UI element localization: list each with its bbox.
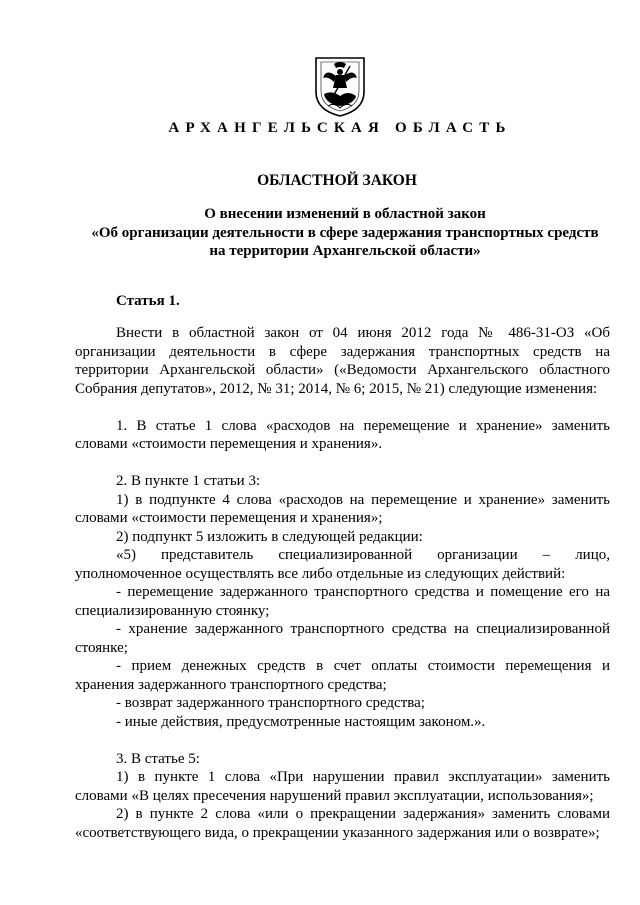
article-intro: Внести в областной закон от 04 июня 2012 года № 486-31-ОЗ «Об организации деятельности в сфере задержания транспортных средств на территории Архангельской области» («Ведомости Архангельского областного Собрания депутатов», 2012, № 31; 2014, № 6; 2015, № 21) следующие изменения: [75, 325, 610, 397]
item-1: 1. В статье 1 слова «расходов на перемещение и хранение» заменить словами «стоимости перемещения и хранения». [75, 417, 610, 452]
article-heading: Статья 1. [116, 293, 180, 309]
law-title [80, 205, 610, 261]
law-title-line: на территории Архангельской области» [209, 243, 481, 259]
item-2-quote-intro: «5) представитель специализированной организации – лицо, уполномоченное осуществлять все либо отдельные из следующих действий: [75, 547, 610, 582]
law-title-line: «Об организации деятельности в сфере задержания транспортных средств [91, 224, 599, 241]
law-type-heading: ОБЛАСТНОЙ ЗАКОН [257, 172, 417, 189]
law-title-line: О внесении изменений в областной закон [204, 206, 486, 222]
action-item: - перемещение задержанного транспортного средства и помещение его на специализированную стоянку; [75, 584, 610, 619]
action-item: - иные действия, предусмотренные настоящим законом.». [116, 713, 486, 730]
action-item: - возврат задержанного транспортного средства; [116, 695, 425, 711]
item-2-sub-2: 2) подпункт 5 изложить в следующей редакции: [116, 528, 423, 545]
item-2-heading: 2. В пункте 1 статьи 3: [116, 473, 261, 489]
item-3-heading: 3. В статье 5: [116, 750, 200, 767]
item-3-sub-1: 1) в пункте 1 слова «При нарушении правил эксплуатации» заменить словами «В целях пресечения нарушений правил эксплуатации, использования»; [75, 769, 610, 804]
article-body [75, 324, 610, 842]
action-item: - хранение задержанного транспортного средства на специализированной стоянке; [75, 621, 610, 656]
item-2-sub-1: 1) в подпункте 4 слова «расходов на перемещение и хранение» заменить словами «стоимости перемещения и хранения»; [75, 491, 610, 526]
action-item: - прием денежных средств в счет оплаты стоимости перемещения и хранения задержанного транспортного средства; [75, 658, 610, 693]
item-3-sub-2: 2) в пункте 2 слова «или о прекращении задержания» заменить словами «соответствующего вида, о прекращении указанного задержания или о возврате»; [75, 806, 610, 841]
region-name: АРХАНГЕЛЬСКАЯ ОБЛАСТЬ [168, 120, 512, 136]
coat-of-arms-icon [314, 56, 366, 118]
